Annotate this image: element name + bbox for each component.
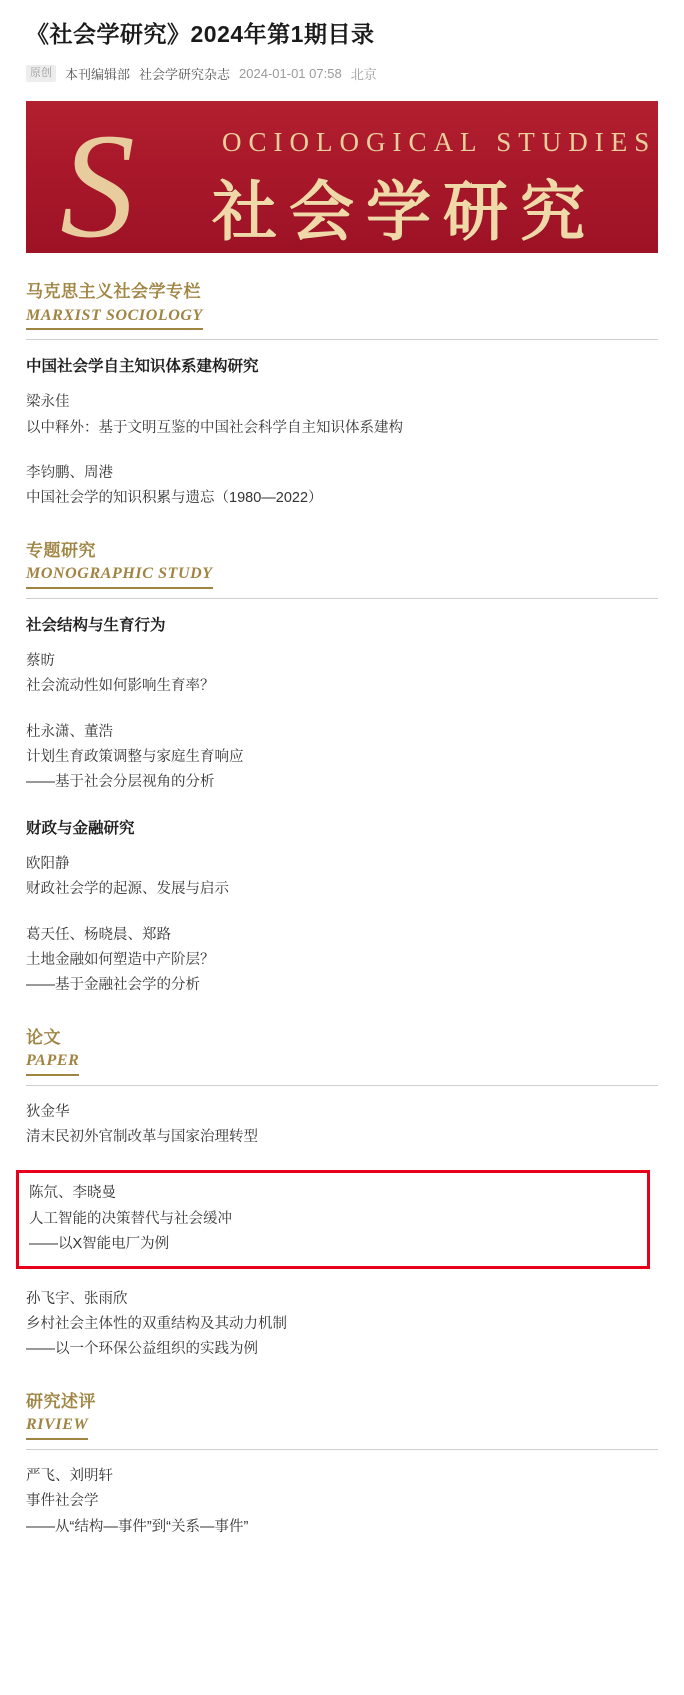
entry-authors: 孙飞宇、张雨欣 [26, 1290, 128, 1307]
section-title-en: PAPER [26, 1050, 79, 1076]
section-heading [26, 538, 658, 589]
section-title-cn: 论文 [26, 1027, 61, 1047]
section-heading [26, 1389, 658, 1440]
script-s-logo: S [60, 103, 135, 254]
section-heading [26, 279, 658, 330]
section-divider [26, 339, 658, 340]
entry-title: 清末民初外官制改革与国家治理转型 [26, 1129, 258, 1146]
entry-subtitle: ——基于金融社会学的分析 [26, 977, 200, 994]
group-title: 社会结构与生育行为 [26, 616, 166, 634]
section-title-cn: 马克思主义社会学专栏 [26, 282, 201, 302]
entry-authors: 欧阳静 [26, 855, 70, 872]
entry-subtitle: ——以X智能电厂为例 [29, 1236, 170, 1253]
entry-subtitle: ——基于社会分层视角的分析 [26, 774, 215, 791]
toc-entry[interactable] [26, 720, 658, 796]
entry-title: 乡村社会主体性的双重结构及其动力机制 [26, 1315, 287, 1332]
section-marxist-sociology [26, 279, 658, 512]
toc-entry[interactable] [26, 1287, 658, 1363]
entry-subtitle: ——以一个环保公益组织的实践为例 [26, 1341, 258, 1358]
toc-entry[interactable] [26, 649, 658, 700]
entry-subtitle: ——从“结构—事件”到“关系—事件” [26, 1518, 249, 1535]
section-paper [26, 1025, 658, 1363]
entry-authors: 陈氘、李晓曼 [29, 1185, 116, 1202]
meta-location: 北京 [350, 67, 377, 83]
entry-title: 事件社会学 [26, 1493, 99, 1510]
original-badge: 原创 [26, 65, 56, 82]
highlighted-entry-box[interactable] [16, 1170, 650, 1268]
entry-title: 中国社会学的知识积累与遗忘（1980—2022） [26, 490, 323, 507]
banner-english-title: OCIOLOGICAL STUDIES [222, 127, 657, 158]
entry-authors: 梁永佳 [26, 394, 70, 411]
section-heading [26, 1025, 658, 1076]
section-divider [26, 598, 658, 599]
entry-authors: 李钧鹏、周港 [26, 465, 113, 482]
entry-authors: 杜永潇、董浩 [26, 723, 113, 740]
entry-title: 土地金融如何塑造中产阶层？ [26, 951, 215, 968]
section-title-en: MARXIST SOCIOLOGY [26, 305, 203, 331]
toc-entry[interactable] [29, 1181, 637, 1257]
section-review [26, 1389, 658, 1540]
meta-source[interactable]: 社会学研究杂志 [139, 67, 231, 83]
entry-title: 社会流动性如何影响生育率？ [26, 678, 215, 695]
entry-authors: 蔡昉 [26, 652, 55, 669]
entry-authors: 严飞、刘明轩 [26, 1467, 113, 1484]
journal-banner-image [26, 101, 658, 253]
section-title-en: RIVIEW [26, 1414, 88, 1440]
banner-chinese-title: 社会学研究 [212, 177, 598, 250]
group-title: 财政与金融研究 [26, 819, 135, 837]
section-title-cn: 研究述评 [26, 1391, 96, 1411]
toc-entry[interactable] [26, 1464, 658, 1540]
entry-title: 计划生育政策调整与家庭生育响应 [26, 749, 244, 765]
meta-author[interactable]: 本刊编辑部 [65, 67, 131, 83]
toc-entry[interactable] [26, 461, 658, 512]
toc-entry[interactable] [26, 1100, 658, 1151]
entry-authors: 狄金华 [26, 1103, 70, 1120]
toc-entry[interactable] [26, 852, 658, 903]
entry-title: 人工智能的决策替代与社会缓冲 [29, 1210, 232, 1227]
section-monographic-study [26, 538, 658, 999]
meta-time: 2024-01-01 07:58 [239, 66, 342, 82]
entry-title: 财政社会学的起源、发展与启示 [26, 881, 229, 898]
toc-entry[interactable] [26, 923, 658, 999]
group-title: 中国社会学自主知识体系建构研究 [26, 358, 259, 376]
page-title: 《社会学研究》2024年第1期目录 [26, 21, 375, 47]
section-title-cn: 专题研究 [26, 540, 96, 560]
toc-entry[interactable] [26, 390, 658, 441]
entry-authors: 葛天任、杨晓晨、郑路 [26, 926, 171, 943]
section-divider [26, 1085, 658, 1086]
entry-title: 以中释外：基于文明互鉴的中国社会科学自主知识体系建构 [26, 419, 403, 436]
section-title-en: MONOGRAPHIC STUDY [26, 563, 213, 589]
article-meta [26, 64, 658, 83]
section-divider [26, 1449, 658, 1450]
